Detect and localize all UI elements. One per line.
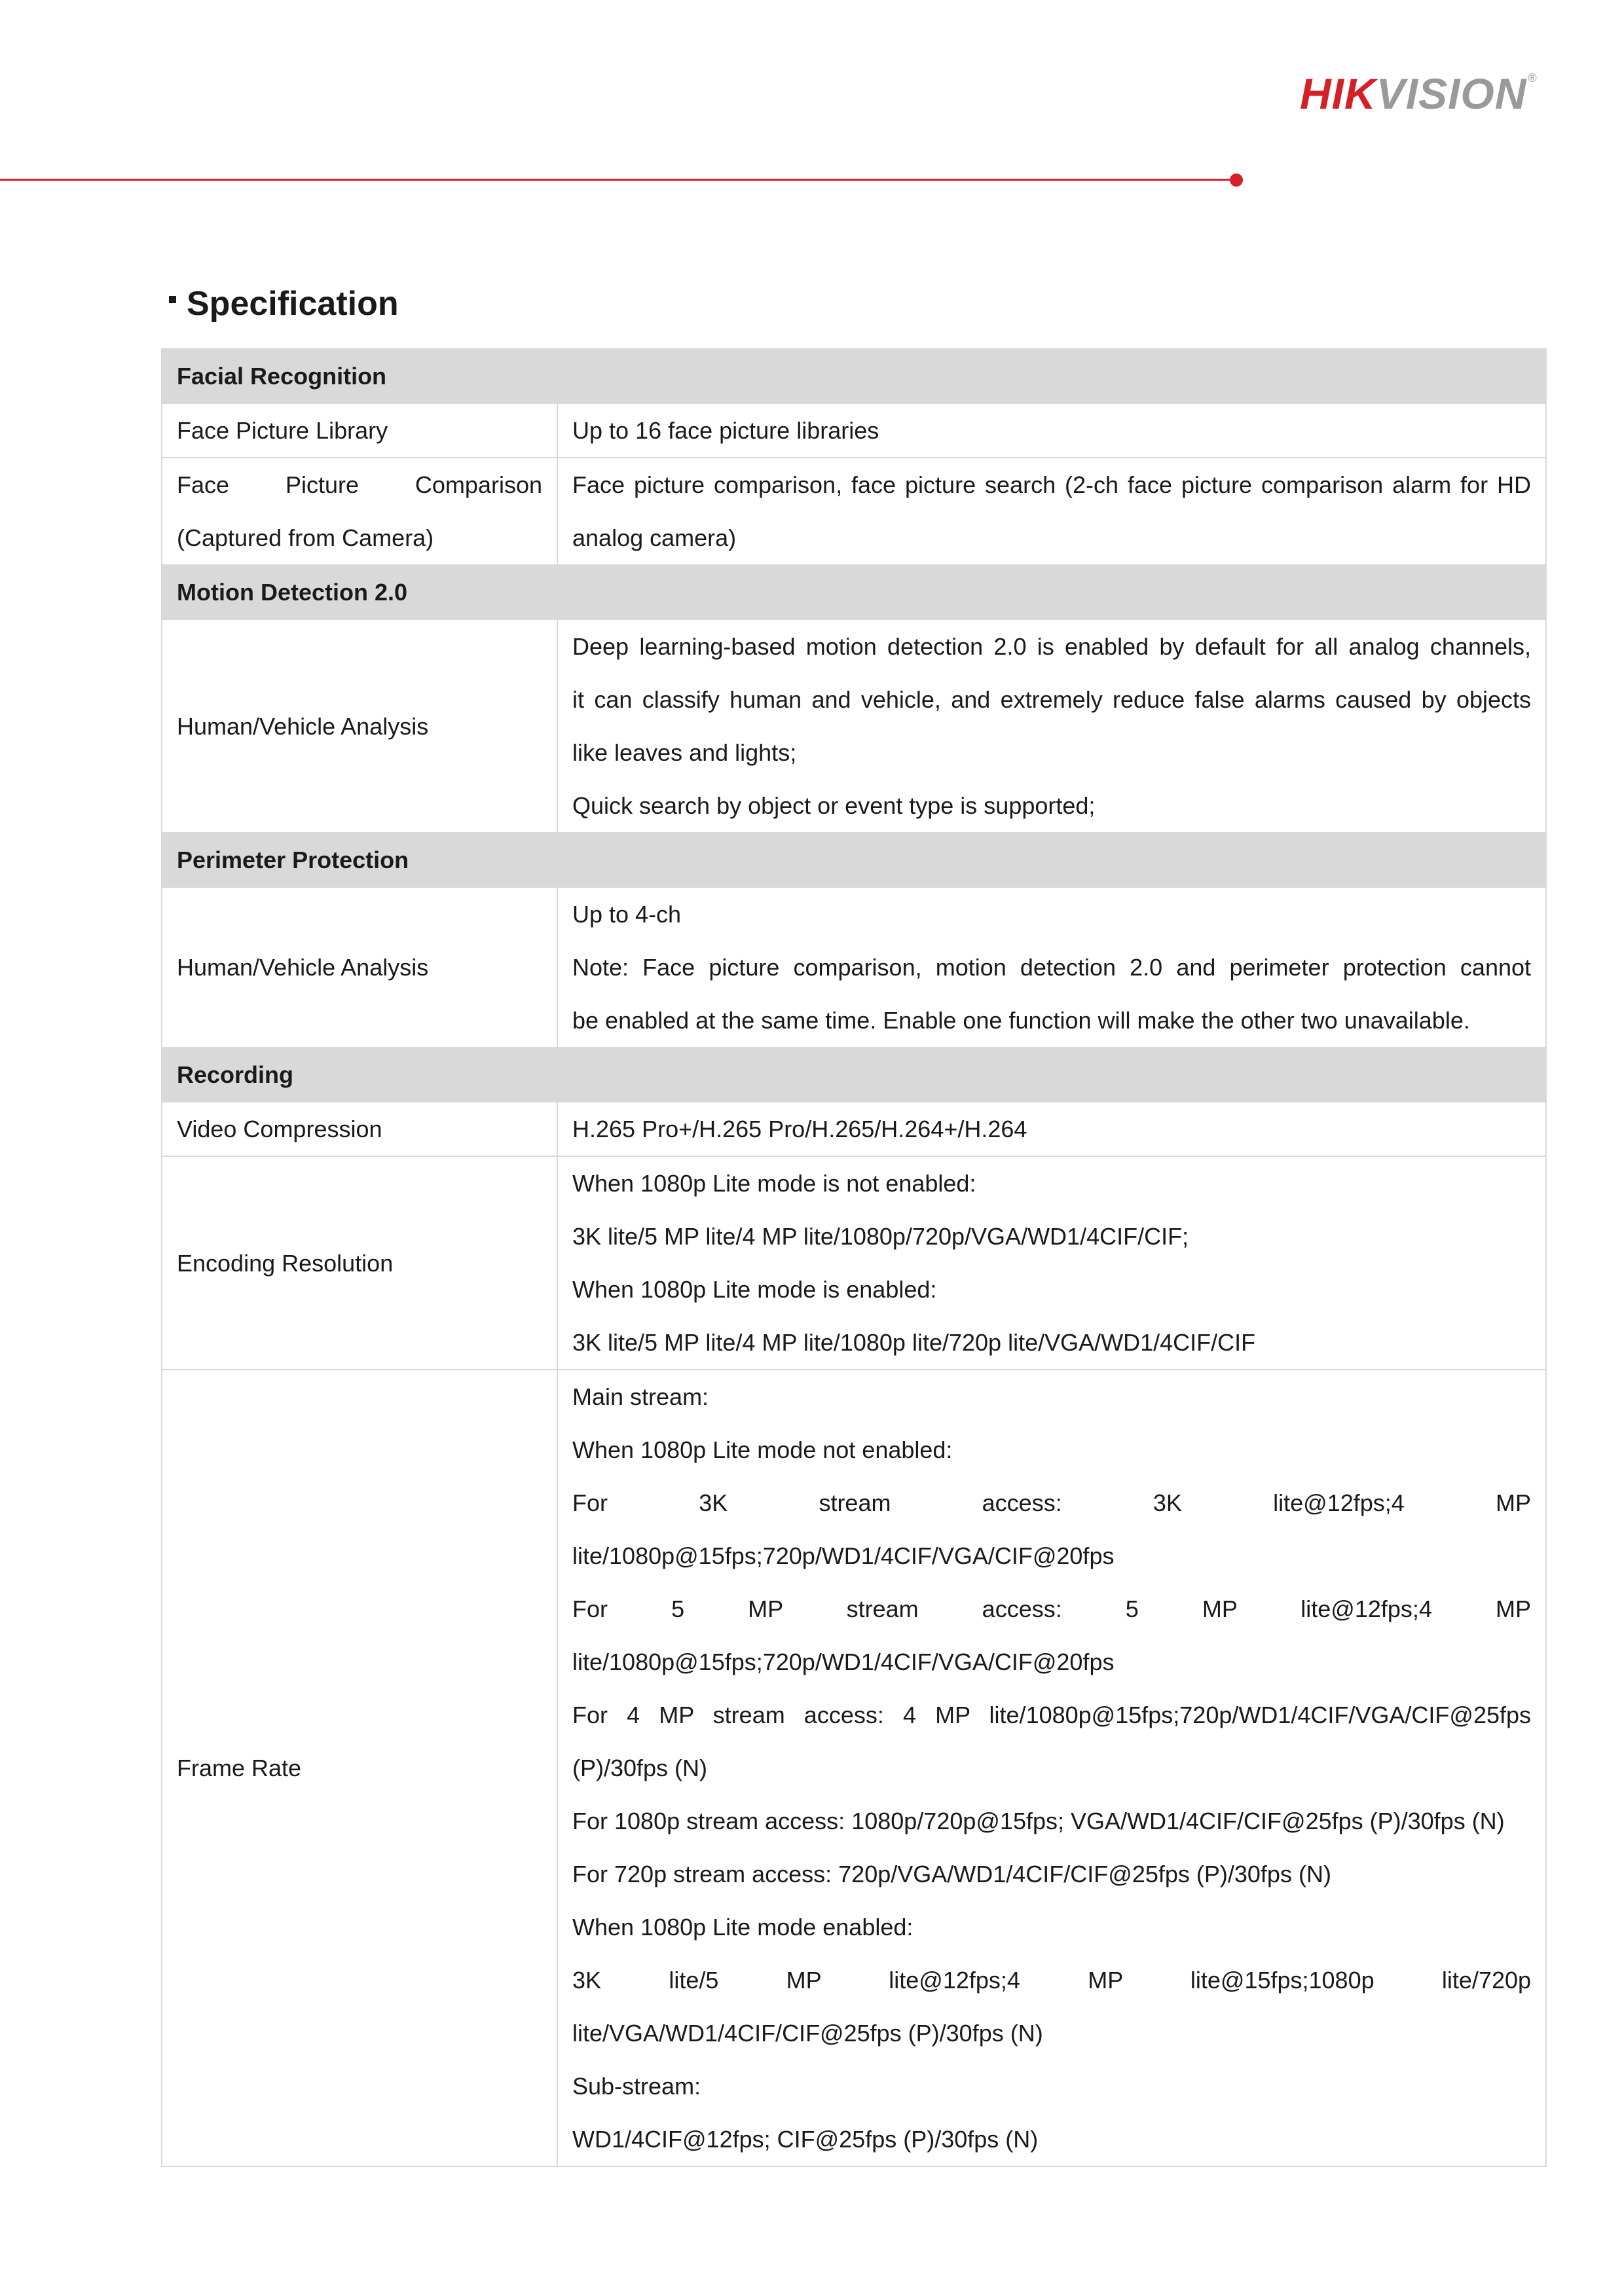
hikvision-logo bbox=[1300, 69, 1538, 118]
section-title bbox=[169, 287, 399, 321]
spec-label: Encoding Resolution bbox=[162, 1156, 557, 1370]
spec-value-line: For 3K stream access: 3K lite@12fps;4 MP bbox=[572, 1489, 1532, 1516]
logo-hik-text: HIK bbox=[1300, 69, 1376, 118]
spec-value: H.265 Pro+/H.265 Pro/H.265/H.264+/H.264 bbox=[557, 1102, 1546, 1156]
spec-value bbox=[557, 887, 1546, 1048]
category-label: Motion Detection 2.0 bbox=[162, 565, 1546, 619]
spec-row-motion-human-vehicle-analysis bbox=[162, 619, 1546, 833]
spec-row-face-picture-library bbox=[162, 403, 1546, 458]
spec-value-line: Sub-stream: bbox=[572, 2073, 701, 2100]
spec-value-line: Face picture comparison, face picture search (2-ch face picture comparison alarm for HD bbox=[572, 471, 1532, 498]
spec-value-line: For 4 MP stream access: 4 MP lite/1080p@15fps;720p/WD1/4CIF/VGA/CIF@25fps bbox=[572, 1702, 1532, 1728]
spec-row-perimeter-human-vehicle-analysis bbox=[162, 887, 1546, 1048]
category-label: Perimeter Protection bbox=[162, 833, 1546, 887]
spec-row-video-compression bbox=[162, 1102, 1546, 1156]
logo-vision-text: VISION bbox=[1376, 69, 1527, 118]
section-title-text: Specification bbox=[187, 285, 399, 323]
spec-value-line: 3K lite/5 MP lite@12fps;4 MP lite@15fps;1080p lite/720p bbox=[572, 1967, 1532, 1994]
spec-value-line: Quick search by object or event type is supported; bbox=[572, 792, 1096, 819]
spec-label: Human/Vehicle Analysis bbox=[162, 887, 557, 1048]
spec-label bbox=[162, 458, 557, 565]
spec-label: Face Picture Library bbox=[162, 403, 557, 458]
spec-value-line: When 1080p Lite mode not enabled: bbox=[572, 1436, 953, 1463]
spec-value-line: For 1080p stream access: 1080p/720p@15fps; VGA/WD1/4CIF/CIF@25fps (P)/30fps (N) bbox=[572, 1808, 1505, 1834]
header-rule-dot bbox=[1230, 173, 1243, 187]
spec-value-line: analog camera) bbox=[572, 524, 737, 551]
spec-value-line: For 5 MP stream access: 5 MP lite@12fps;4 MP bbox=[572, 1595, 1532, 1622]
spec-value bbox=[557, 458, 1546, 565]
spec-value-line: like leaves and lights; bbox=[572, 739, 797, 766]
logo-registered-mark: ® bbox=[1528, 71, 1538, 84]
category-row-perimeter-protection bbox=[162, 833, 1546, 887]
spec-value-line: lite/VGA/WD1/4CIF/CIF@25fps (P)/30fps (N) bbox=[572, 2020, 1043, 2047]
category-row-recording bbox=[162, 1048, 1546, 1102]
spec-value: Up to 16 face picture libraries bbox=[557, 403, 1546, 458]
spec-row-frame-rate bbox=[162, 1370, 1546, 2166]
spec-value-line: Note: Face picture comparison, motion detection 2.0 and perimeter protection cannot bbox=[572, 954, 1532, 981]
spec-value-line: (P)/30fps (N) bbox=[572, 1755, 708, 1781]
spec-label-line: (Captured from Camera) bbox=[177, 524, 434, 551]
spec-label-line: Face Picture Comparison bbox=[177, 471, 542, 498]
header-rule bbox=[0, 179, 1230, 181]
spec-value bbox=[557, 1370, 1546, 2166]
spec-value-line: Deep learning-based motion detection 2.0 is enabled by default for all analog channels, bbox=[572, 633, 1532, 660]
spec-value-line: lite/1080p@15fps;720p/WD1/4CIF/VGA/CIF@20fps bbox=[572, 1649, 1115, 1675]
spec-value-line: Up to 4-ch bbox=[572, 901, 682, 928]
spec-row-face-picture-comparison bbox=[162, 458, 1546, 565]
category-label: Facial Recognition bbox=[162, 349, 1546, 403]
spec-label: Video Compression bbox=[162, 1102, 557, 1156]
category-row-facial-recognition bbox=[162, 349, 1546, 403]
square-bullet-icon bbox=[169, 296, 176, 303]
spec-value-line: WD1/4CIF@12fps; CIF@25fps (P)/30fps (N) bbox=[572, 2126, 1039, 2153]
spec-value-line: Main stream: bbox=[572, 1383, 709, 1410]
spec-value-line: it can classify human and vehicle, and extremely reduce false alarms caused by objects bbox=[572, 686, 1532, 713]
spec-row-encoding-resolution bbox=[162, 1156, 1546, 1370]
specification-table bbox=[161, 348, 1547, 2167]
spec-value-line: 3K lite/5 MP lite/4 MP lite/1080p lite/720p lite/VGA/WD1/4CIF/CIF bbox=[572, 1329, 1256, 1356]
spec-value bbox=[557, 1156, 1546, 1370]
spec-value-line: 3K lite/5 MP lite/4 MP lite/1080p/720p/VGA/WD1/4CIF/CIF; bbox=[572, 1223, 1189, 1250]
spec-value-line: When 1080p Lite mode is not enabled: bbox=[572, 1170, 976, 1197]
category-label: Recording bbox=[162, 1048, 1546, 1102]
spec-value-line: be enabled at the same time. Enable one function will make the other two unavailable. bbox=[572, 1007, 1470, 1034]
spec-value-line: When 1080p Lite mode enabled: bbox=[572, 1914, 913, 1941]
category-row-motion-detection bbox=[162, 565, 1546, 619]
spec-value bbox=[557, 619, 1546, 833]
spec-value-line: lite/1080p@15fps;720p/WD1/4CIF/VGA/CIF@20fps bbox=[572, 1542, 1115, 1569]
spec-value-line: For 720p stream access: 720p/VGA/WD1/4CIF/CIF@25fps (P)/30fps (N) bbox=[572, 1861, 1331, 1887]
spec-label: Human/Vehicle Analysis bbox=[162, 619, 557, 833]
spec-label: Frame Rate bbox=[162, 1370, 557, 2166]
spec-value-line: When 1080p Lite mode is enabled: bbox=[572, 1276, 937, 1303]
